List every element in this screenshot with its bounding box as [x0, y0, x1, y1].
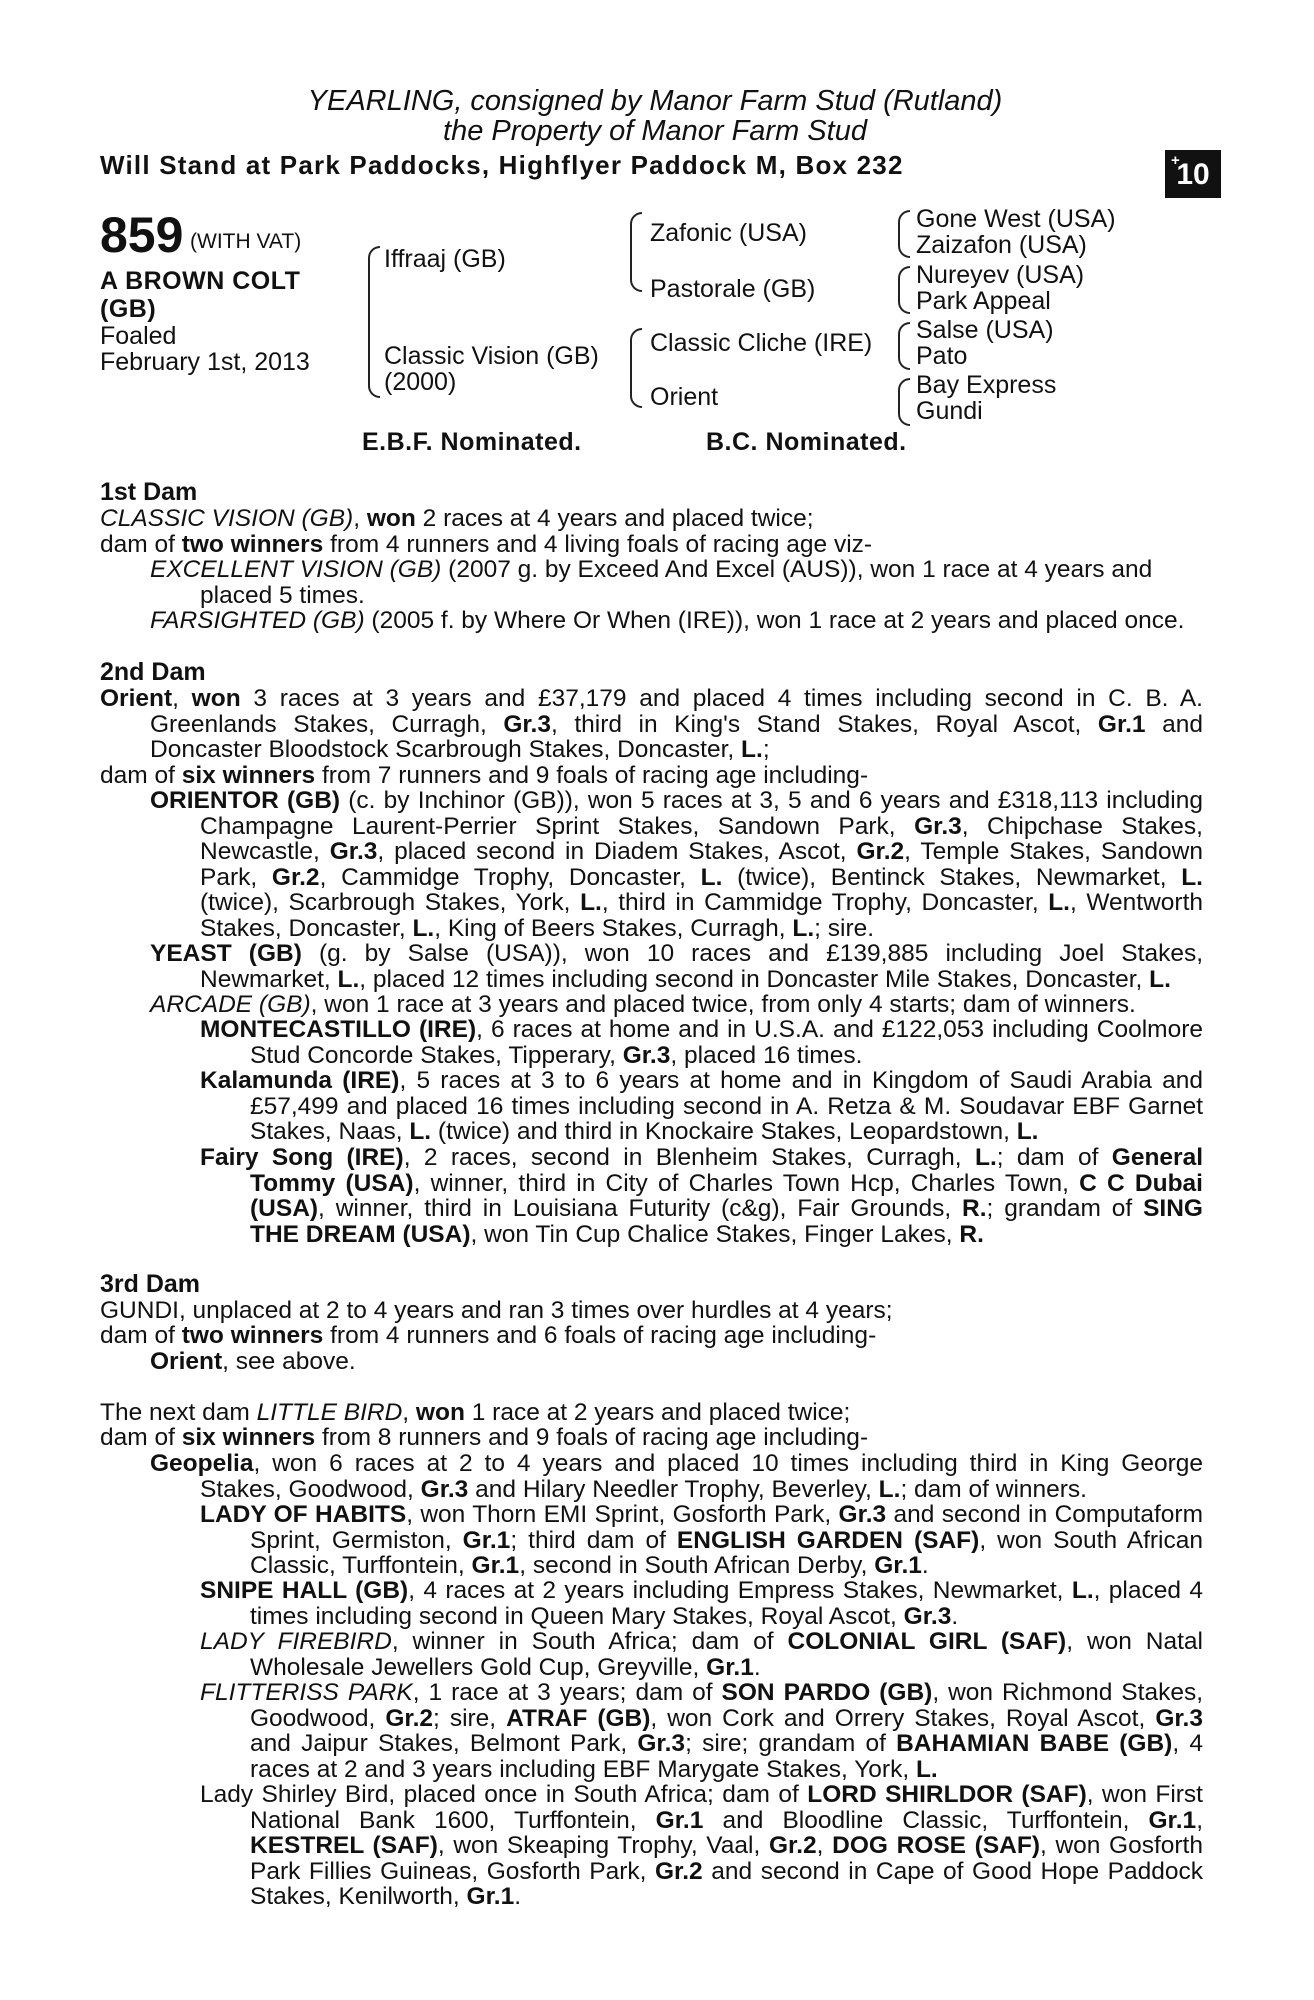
stand-location: Will Stand at Park Paddocks, Highflyer Paddock M, Box 232 [100, 150, 904, 180]
first-dam-heading: 1st Dam [100, 478, 198, 506]
lot-description: A BROWN COLT (GB) [100, 267, 301, 323]
pedigree-brace-ggp4 [898, 378, 910, 426]
pedigree-ggp-2: Zaizafon (USA) [916, 231, 1087, 259]
produce-geopelia: Geopelia, won 6 races at 2 to 4 years and placed 10 times including third in King George Stakes, Goodwood, Gr.3 and Hilary Needler Trophy, Beverley, L.; dam of winners. [150, 1450, 1203, 1503]
header-consignor: YEARLING, consigned by Manor Farm Stud (Rutland) [307, 85, 1003, 117]
next-dam-produce: dam of six winners from 8 runners and 9 foals of racing age including- [100, 1424, 869, 1451]
pedigree-dam-year: (2000) [384, 368, 457, 396]
pedigree-sire-sire: Zafonic (USA) [650, 219, 807, 247]
pedigree-brace-ggp2 [898, 266, 910, 314]
pedigree-ggp-4: Park Appeal [916, 287, 1051, 315]
pedigree-brace-dam [630, 328, 642, 408]
produce-fairy-song: Fairy Song (IRE), 2 races, second in Blenheim Stakes, Curragh, L.; dam of General Tommy (USA), winner, third in City of Charles Town Hcp, Charles Town, C C Dubai (USA), winner, third in Louisiana Futurity (c&g), Fair Grounds, R.; grandam of SING THE DREAM (USA), won Tin Cup Chalice Stakes, Finger Lakes, R. [200, 1144, 1204, 1248]
pedigree-ggp-1: Gone West (USA) [916, 205, 1116, 233]
vat-label: (WITH VAT) [190, 230, 302, 253]
pedigree-dam: Classic Vision (GB) [384, 342, 599, 370]
pedigree-brace-ggp1 [898, 210, 910, 258]
pedigree-dam-sire: Classic Cliche (IRE) [650, 329, 873, 357]
first-dam-produce-1: EXCELLENT VISION (GB) (2007 g. by Exceed And Excel (AUS)), won 1 race at 4 years and [150, 556, 1153, 583]
pedigree-brace-sire [630, 212, 642, 292]
first-dam-produce-2: FARSIGHTED (GB) (2005 f. by Where Or When (IRE)), won 1 race at 2 years and placed once. [150, 607, 1185, 634]
pedigree-sire-dam: Pastorale (GB) [650, 275, 816, 303]
third-dam-record: GUNDI, unplaced at 2 to 4 years and ran 3 times over hurdles at 4 years; [100, 1297, 893, 1324]
pedigree-ggp-5: Salse (USA) [916, 316, 1054, 344]
next-dam-record: The next dam LITTLE BIRD, won 1 race at 2 years and placed twice; [100, 1399, 851, 1426]
foaled-label: Foaled [100, 322, 177, 350]
produce-arcade: ARCADE (GB), won 1 race at 3 years and placed twice, from only 4 starts; dam of winners. [150, 991, 1136, 1018]
produce-montecastillo: MONTECASTILLO (IRE), 6 races at home and in U.S.A. and £122,053 including Coolmore Stud Concorde Stakes, Tipperary, Gr.3, placed 16 times. [200, 1016, 1203, 1069]
third-dam-heading: 3rd Dam [100, 1270, 201, 1298]
second-dam-record: Orient, won 3 races at 3 years and £37,179 and placed 4 times including second in C. B. A. Greenlands Stakes, Curragh, Gr.3, third in King's Stand Stakes, Royal Ascot, Gr.1 and Doncaster Bloodstock Scarbrough Stakes, Doncaster, L.; [100, 685, 1203, 763]
ebf-nominated: E.B.F. Nominated. [362, 428, 582, 456]
pedigree-ggp-7: Bay Express [916, 371, 1057, 399]
produce-kalamunda: Kalamunda (IRE), 5 races at 3 to 6 years at home and in Kingdom of Saudi Arabia and £57,499 and placed 16 times including second in A. Retza & M. Soudavar EBF Garnet Stakes, Naas, L. (twice) and third in Knockaire Stakes, Leopardstown, L. [200, 1067, 1203, 1145]
pedigree-dam-dam: Orient [650, 383, 719, 411]
pedigree-sire: Iffraaj (GB) [384, 245, 506, 273]
first-dam-record: CLASSIC VISION (GB), won 2 races at 4 years and placed twice; [100, 505, 814, 532]
pedigree-ggp-6: Pato [916, 342, 968, 370]
pedigree-ggp-3: Nureyev (USA) [916, 261, 1085, 289]
lot-badge: + 10 [1165, 150, 1221, 198]
first-dam-produce-1-cont: placed 5 times. [200, 582, 365, 609]
produce-lady-shirley-bird: Lady Shirley Bird, placed once in South Africa; dam of LORD SHIRLDOR (SAF), won First National Bank 1600, Turffontein, Gr.1 and Bloodline Classic, Turffontein, Gr.1, KESTREL (SAF), won Skeaping Trophy, Vaal, Gr.2, DOG ROSE (SAF), won Gosforth Park Fillies Guineas, Gosforth Park, Gr.2 and second in Cape of Good Hope Paddock Stakes, Kenilworth, Gr.1. [200, 1781, 1203, 1910]
produce-lady-firebird: LADY FIREBIRD, winner in South Africa; dam of COLONIAL GIRL (SAF), won Natal Wholesale Jewellers Gold Cup, Greyville, Gr.1. [200, 1628, 1203, 1681]
pedigree-ggp-8: Gundi [916, 397, 983, 425]
pedigree-brace-ggp3 [898, 322, 910, 370]
header-property: the Property of Manor Farm Stud [443, 115, 867, 147]
third-dam-produce: dam of two winners from 4 runners and 6 foals of racing age including- [100, 1322, 877, 1349]
third-dam-produce-orient: Orient, see above. [150, 1348, 356, 1375]
produce-yeast: YEAST (GB) (g. by Salse (USA)), won 10 races and £139,885 including Joel Stakes, Newmarket, L., placed 12 times including second in Doncaster Mile Stakes, Doncaster, L. [150, 940, 1204, 993]
foaled-date: February 1st, 2013 [100, 348, 310, 376]
first-dam-produce: dam of two winners from 4 runners and 4 living foals of racing age viz- [100, 531, 873, 558]
bc-nominated: B.C. Nominated. [706, 428, 907, 456]
produce-orientor: ORIENTOR (GB) (c. by Inchinor (GB)), won 5 races at 3, 5 and 6 years and £318,113 including Champagne Laurent-Perrier Sprint Stakes, Sandown Park, Gr.3, Chipchase Stakes, Newcastle, Gr.3, placed second in Diadem Stakes, Ascot, Gr.2, Temple Stakes, Sandown Park, Gr.2, Cammidge Trophy, Doncaster, L. (twice), Bentinck Stakes, Newmarket, L. (twice), Scarbrough Stakes, York, L., third in Cammidge Trophy, Doncaster, L., Wentworth Stakes, Doncaster, L., King of Beers Stakes, Curragh, L.; sire. [150, 787, 1204, 942]
produce-flitteriss-park: FLITTERISS PARK, 1 race at 3 years; dam of SON PARDO (GB), won Richmond Stakes, Goodwood, Gr.2; sire, ATRAF (GB), won Cork and Orrery Stakes, Royal Ascot, Gr.3 and Jaipur Stakes, Belmont Park, Gr.3; sire; grandam of BAHAMIAN BABE (GB), 4 races at 2 and 3 years including EBF Marygate Stakes, York, L. [200, 1679, 1204, 1783]
second-dam-produce: dam of six winners from 7 runners and 9 foals of racing age including- [100, 762, 869, 789]
produce-lady-of-habits: LADY OF HABITS, won Thorn EMI Sprint, Gosforth Park, Gr.3 and second in Computaform Sprint, Germiston, Gr.1; third dam of ENGLISH GARDEN (SAF), won South African Classic, Turffontein, Gr.1, second in South African Derby, Gr.1. [200, 1501, 1204, 1579]
second-dam-heading: 2nd Dam [100, 658, 206, 686]
produce-snipe-hall: SNIPE HALL (GB), 4 races at 2 years including Empress Stakes, Newmarket, L., placed 4 times including second in Queen Mary Stakes, Royal Ascot, Gr.3. [200, 1577, 1203, 1630]
pedigree-brace-main [368, 246, 380, 398]
lot-number: 859 [100, 207, 184, 263]
